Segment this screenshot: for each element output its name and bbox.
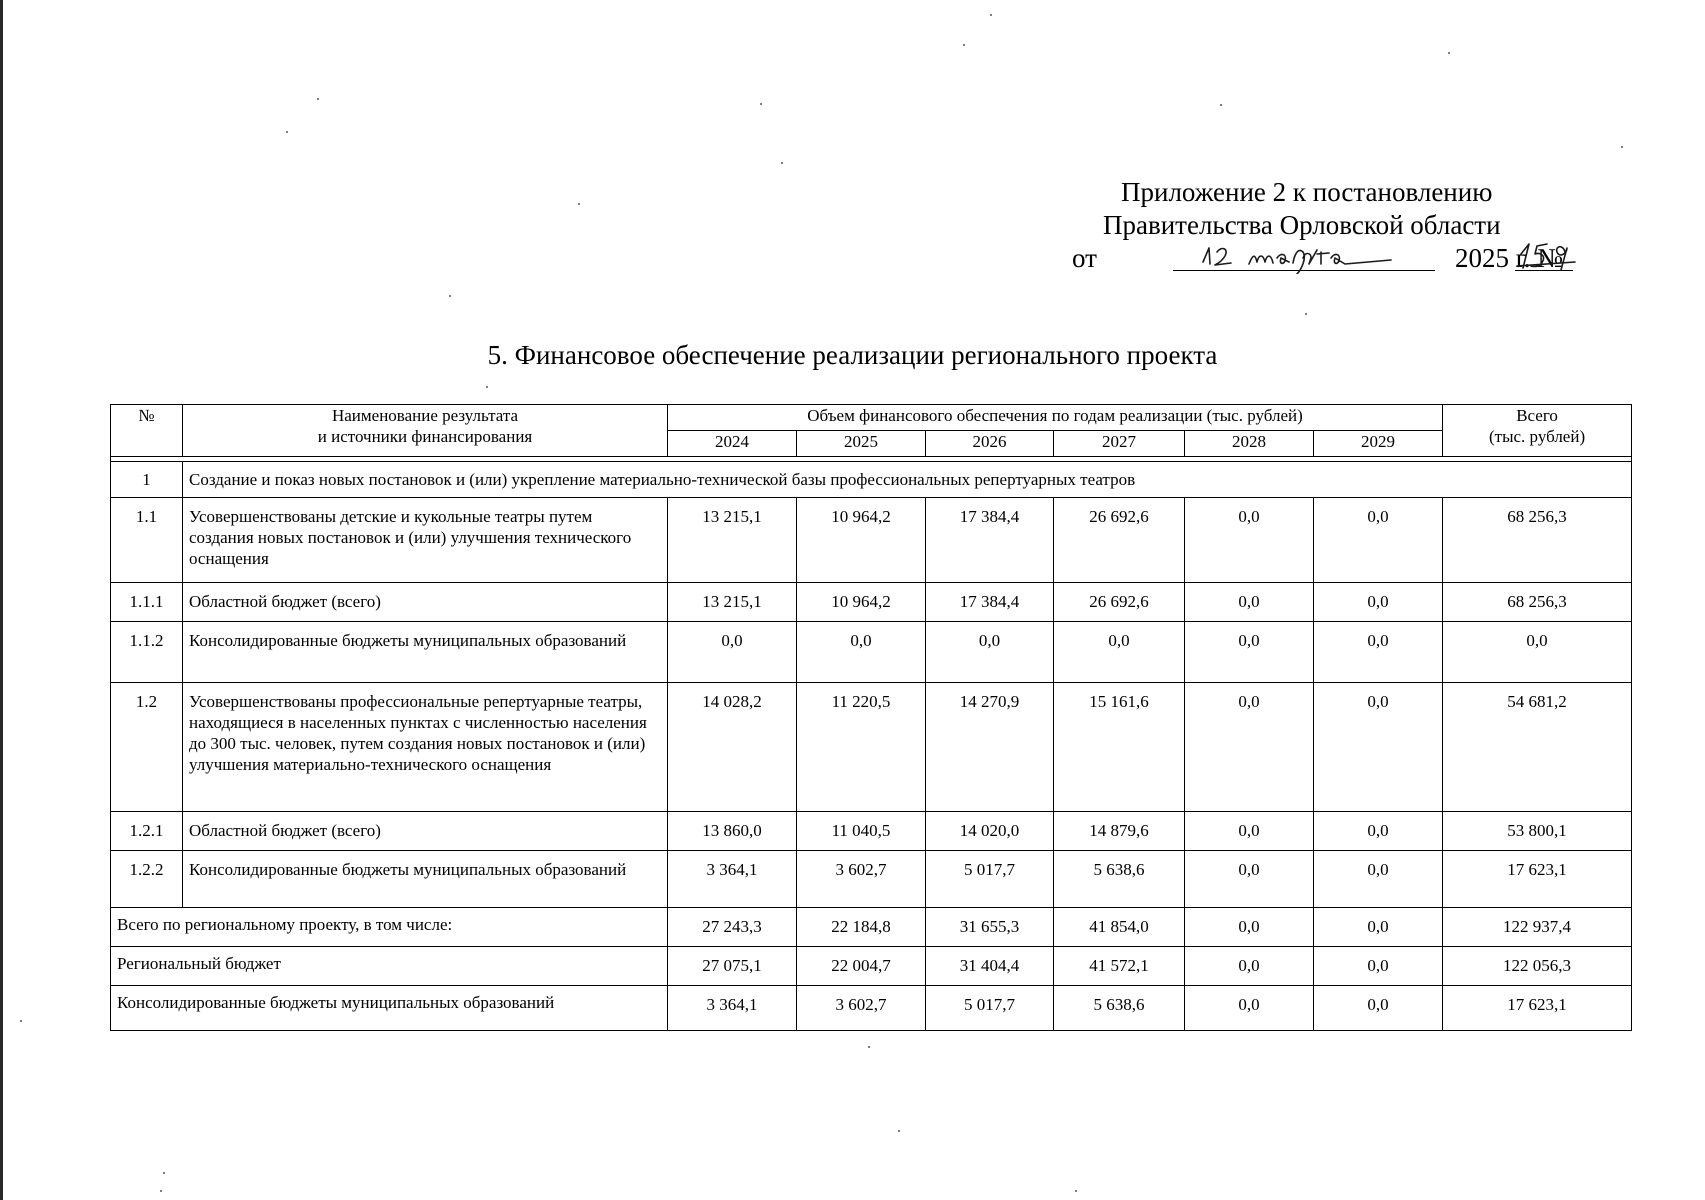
scan-speck	[286, 131, 288, 133]
row-total: 54 681,2	[1443, 683, 1632, 812]
scan-speck	[1621, 146, 1623, 148]
row-value: 0,0	[1314, 683, 1443, 812]
handwritten-number	[1513, 232, 1577, 272]
row-value: 0,0	[1314, 498, 1443, 583]
row-value: 14 879,6	[1054, 812, 1185, 851]
table-row	[111, 683, 1632, 812]
row-value: 11 220,5	[797, 683, 926, 812]
row-total: 0,0	[1443, 622, 1632, 683]
section-row	[111, 462, 1632, 498]
section-no: 1	[111, 462, 183, 498]
total-value: 5 017,7	[926, 986, 1054, 1031]
year-header: 2027	[1054, 431, 1185, 457]
year-header: 2028	[1185, 431, 1314, 457]
total-value: 22 184,8	[797, 908, 926, 947]
row-value: 3 364,1	[668, 851, 797, 908]
from-label: от	[1072, 243, 1097, 273]
total-value: 31 655,3	[926, 908, 1054, 947]
table-row	[111, 812, 1632, 851]
col-header-total-line2: (тыс. рублей)	[1488, 427, 1586, 446]
total-value: 0,0	[1185, 908, 1314, 947]
row-value: 15 161,6	[1054, 683, 1185, 812]
row-value: 5 017,7	[926, 851, 1054, 908]
row-value: 0,0	[1185, 683, 1314, 812]
row-value: 0,0	[1314, 812, 1443, 851]
total-value: 41 854,0	[1054, 908, 1185, 947]
scan-speck	[868, 1046, 870, 1048]
section-title: 5. Финансовое обеспечение реализации регионального проекта	[487, 340, 1218, 370]
row-value: 0,0	[926, 622, 1054, 683]
scan-speck	[990, 14, 992, 16]
row-no: 1.1.2	[111, 622, 183, 683]
row-value: 0,0	[1185, 622, 1314, 683]
row-no: 1.1	[111, 498, 183, 583]
row-total: 68 256,3	[1443, 498, 1632, 583]
total-value: 41 572,1	[1054, 947, 1185, 986]
row-no: 1.1.1	[111, 583, 183, 622]
total-value: 3 364,1	[668, 986, 797, 1031]
row-value: 17 384,4	[926, 583, 1054, 622]
row-name: Консолидированные бюджеты муниципальных образований	[183, 622, 668, 683]
row-no: 1.2.1	[111, 812, 183, 851]
year-header: 2025	[797, 431, 926, 457]
row-value: 10 964,2	[797, 498, 926, 583]
row-value: 0,0	[1185, 851, 1314, 908]
year-header: 2026	[926, 431, 1054, 457]
row-name: Усовершенствованы детские и кукольные театры путем создания новых постановок и (или) улучшения технического оснащения	[183, 498, 668, 583]
row-value: 0,0	[668, 622, 797, 683]
row-name: Областной бюджет (всего)	[183, 812, 668, 851]
row-value: 14 028,2	[668, 683, 797, 812]
number-field	[1515, 242, 1573, 271]
scan-speck	[317, 98, 319, 100]
total-value: 27 243,3	[668, 908, 797, 947]
total-row	[111, 986, 1632, 1031]
row-value: 14 020,0	[926, 812, 1054, 851]
row-value: 26 692,6	[1054, 583, 1185, 622]
row-value: 0,0	[1314, 583, 1443, 622]
total-row-name: Всего по региональному проекту, в том числе:	[111, 908, 668, 947]
row-total: 17 623,1	[1443, 851, 1632, 908]
col-header-name-line2: и источники финансирования	[317, 427, 533, 446]
table-row	[111, 583, 1632, 622]
total-value: 0,0	[1185, 986, 1314, 1031]
scan-left-edge	[0, 0, 3, 1200]
col-header-total	[1443, 405, 1632, 457]
row-value: 0,0	[1185, 498, 1314, 583]
total-sum: 17 623,1	[1443, 986, 1632, 1031]
scan-speck	[160, 1190, 162, 1192]
total-value: 0,0	[1314, 947, 1443, 986]
row-value: 0,0	[1185, 583, 1314, 622]
table-row	[111, 622, 1632, 683]
row-value: 13 860,0	[668, 812, 797, 851]
scan-speck	[449, 295, 451, 297]
scan-speck	[1448, 52, 1450, 54]
row-value: 11 040,5	[797, 812, 926, 851]
row-value: 14 270,9	[926, 683, 1054, 812]
row-value: 17 384,4	[926, 498, 1054, 583]
total-row-name: Региональный бюджет	[111, 947, 668, 986]
row-value: 13 215,1	[668, 498, 797, 583]
total-value: 3 602,7	[797, 986, 926, 1031]
handwritten-date	[1191, 234, 1421, 274]
financing-table	[110, 404, 1632, 1031]
row-value: 10 964,2	[797, 583, 926, 622]
row-value: 0,0	[797, 622, 926, 683]
scan-speck	[963, 44, 965, 46]
row-value: 0,0	[1185, 812, 1314, 851]
year-header: 2029	[1314, 431, 1443, 457]
scan-speck	[578, 203, 580, 205]
total-value: 27 075,1	[668, 947, 797, 986]
col-header-name	[183, 405, 668, 457]
total-row	[111, 908, 1632, 947]
row-name: Консолидированные бюджеты муниципальных образований	[183, 851, 668, 908]
total-row-name: Консолидированные бюджеты муниципальных образований	[111, 986, 668, 1031]
col-header-name-line1: Наименование результата	[331, 406, 519, 425]
year-number-label: 2025 г. №	[1455, 243, 1564, 273]
scan-speck	[1305, 313, 1307, 315]
row-total: 68 256,3	[1443, 583, 1632, 622]
row-name: Областной бюджет (всего)	[183, 583, 668, 622]
row-value: 3 602,7	[797, 851, 926, 908]
row-value: 0,0	[1054, 622, 1185, 683]
appendix-line-2: Правительства Орловской области	[1103, 210, 1501, 240]
row-no: 1.2.2	[111, 851, 183, 908]
row-name: Усовершенствованы профессиональные репертуарные театры, находящиеся в населенных пунктах с численностью населения до 300 тыс. человек, путем создания новых постановок и (или) улучшения материально-технического оснащения	[183, 683, 668, 812]
total-value: 0,0	[1314, 908, 1443, 947]
table-row	[111, 851, 1632, 908]
scan-speck	[20, 1020, 22, 1022]
scan-speck	[898, 1130, 900, 1132]
total-row	[111, 947, 1632, 986]
section-name: Создание и показ новых постановок и (или) укрепление материально-технической базы профессиональных репертуарных театров	[183, 462, 1632, 498]
scan-speck	[163, 1172, 165, 1174]
row-value: 26 692,6	[1054, 498, 1185, 583]
scan-speck	[1220, 104, 1222, 106]
date-field	[1173, 242, 1435, 271]
total-sum: 122 056,3	[1443, 947, 1632, 986]
table-row	[111, 498, 1632, 583]
total-value: 0,0	[1314, 986, 1443, 1031]
scan-speck	[781, 162, 783, 164]
row-value: 5 638,6	[1054, 851, 1185, 908]
total-value: 22 004,7	[797, 947, 926, 986]
col-header-total-line1: Всего	[1516, 406, 1558, 425]
total-value: 5 638,6	[1054, 986, 1185, 1031]
row-value: 0,0	[1314, 851, 1443, 908]
scan-speck	[1075, 1190, 1077, 1192]
total-value: 31 404,4	[926, 947, 1054, 986]
col-header-volume: Объем финансового обеспечения по годам реализации (тыс. рублей)	[668, 405, 1443, 431]
row-no: 1.2	[111, 683, 183, 812]
col-header-no: №	[111, 405, 183, 457]
scan-speck	[760, 103, 762, 105]
scan-speck	[486, 386, 488, 388]
row-value: 0,0	[1314, 622, 1443, 683]
total-sum: 122 937,4	[1443, 908, 1632, 947]
row-total: 53 800,1	[1443, 812, 1632, 851]
appendix-line-1: Приложение 2 к постановлению	[1121, 177, 1493, 207]
year-header: 2024	[668, 431, 797, 457]
total-value: 0,0	[1185, 947, 1314, 986]
row-value: 13 215,1	[668, 583, 797, 622]
